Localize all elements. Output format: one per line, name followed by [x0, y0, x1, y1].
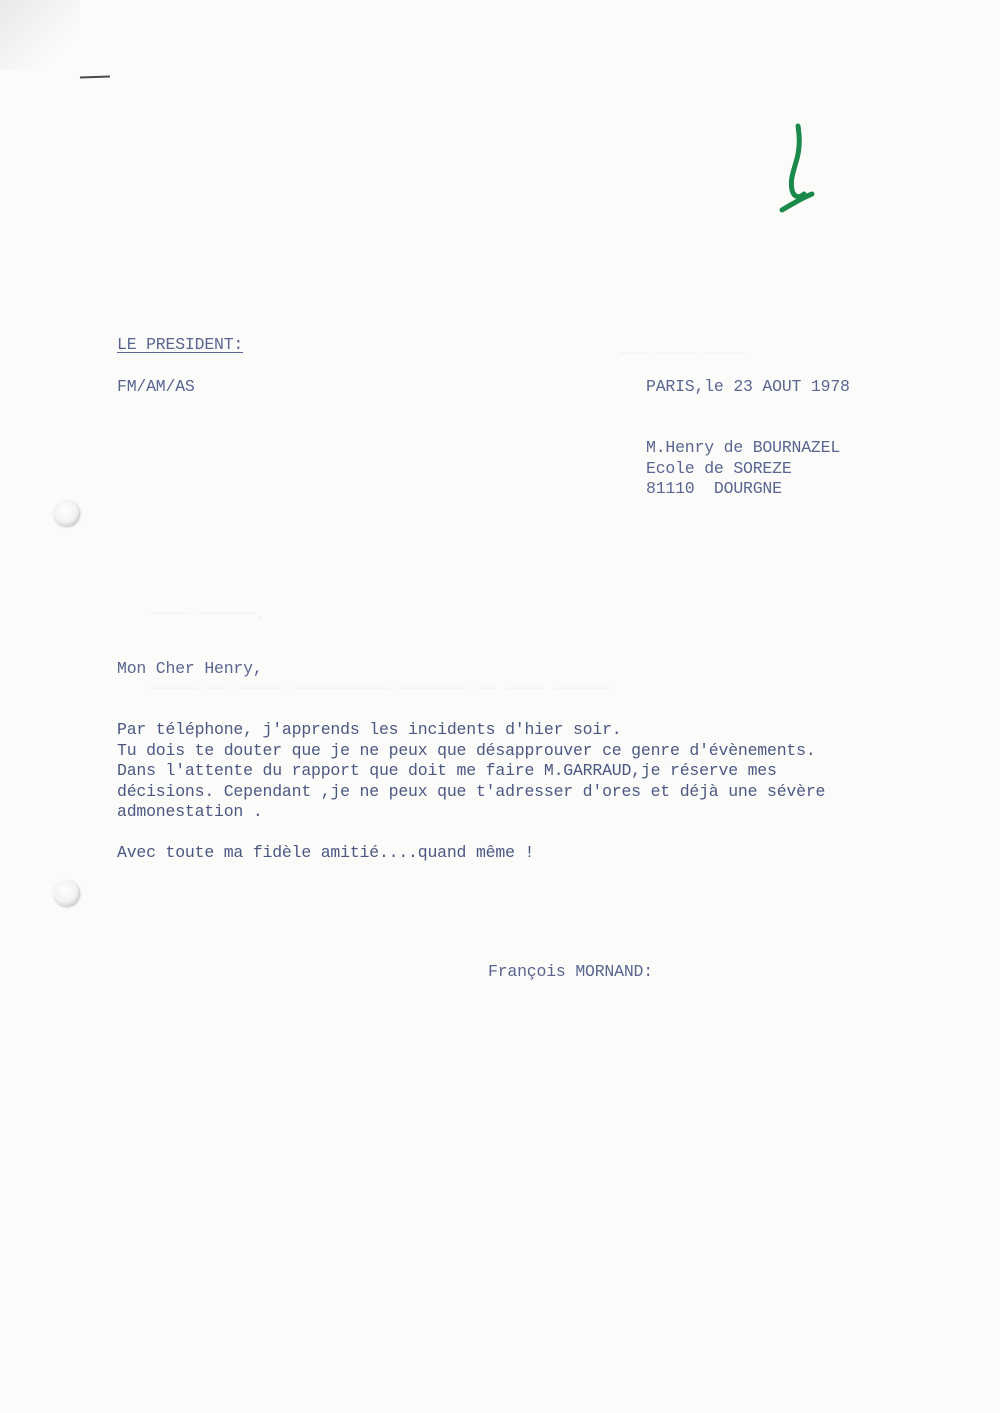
recipient-school: Ecole de SOREZE: [646, 458, 792, 478]
date-line: PARIS,le 23 AOUT 1978: [646, 377, 850, 396]
pencil-mark: [80, 75, 110, 78]
recipient-address: [646, 438, 840, 500]
salutation: Mon Cher Henry,: [117, 659, 263, 678]
show-through-text: ─── ──── ────: [620, 345, 745, 363]
recipient-name: M.Henry de BOURNAZEL: [646, 438, 841, 457]
reference-code: FM/AM/AS: [117, 377, 195, 396]
body-line: Tu dois te douter que je ne peux que désapprouver ce genre d'évènements.: [117, 740, 816, 760]
body-line: décisions. Cependant ,je ne peux que t'adresser d'ores et déjà une sévère: [117, 781, 826, 801]
show-through-text: ───── ── ───── ────────── ─────── ── ──── ──────: [150, 680, 611, 698]
green-handwritten-mark: [770, 118, 820, 218]
body-line: admonestation .: [117, 802, 263, 821]
recipient-city: 81110 DOURGNE: [646, 479, 782, 498]
corner-crease: [0, 0, 80, 70]
letter-body: [117, 720, 825, 823]
show-through-text: ──── ──────,: [150, 605, 266, 623]
body-line: Par téléphone, j'apprends les incidents d'hier soir.: [117, 720, 622, 739]
punch-hole-top: [53, 500, 79, 526]
body-line: Dans l'attente du rapport que doit me faire M.GARRAUD,je réserve mes: [117, 761, 777, 780]
signature: François MORNAND:: [488, 962, 653, 981]
header-title: LE PRESIDENT:: [117, 335, 244, 354]
closing-line: Avec toute ma fidèle amitié....quand même !: [117, 843, 535, 862]
punch-hole-bottom: [53, 880, 79, 906]
